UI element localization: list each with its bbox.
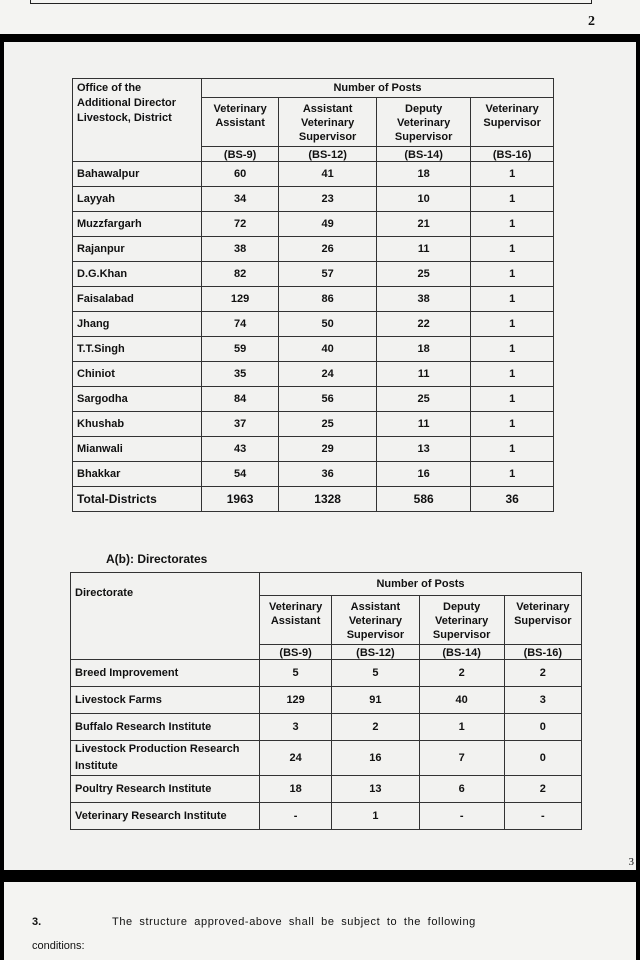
paragraph-text: The structure approved-above shall be subject to the following	[112, 916, 476, 928]
table-cell: 6	[419, 776, 504, 803]
table-row	[73, 387, 554, 412]
total-row	[73, 487, 554, 512]
table-row	[73, 262, 554, 287]
paragraph-continuation: conditions:	[32, 940, 85, 952]
table-cell: 40	[419, 687, 504, 714]
column-grade: (BS-16)	[504, 645, 581, 660]
table-cell: 38	[202, 237, 279, 262]
table-cell: 49	[279, 212, 377, 237]
table-row	[73, 187, 554, 212]
table-row	[73, 462, 554, 487]
table-cell: 2	[504, 776, 581, 803]
total-cell: 36	[471, 487, 554, 512]
table-cell: 41	[279, 162, 377, 187]
table-cell: 1	[419, 714, 504, 741]
page-number: 3	[628, 856, 634, 868]
table-cell: -	[419, 803, 504, 830]
row-label: Livestock Farms	[71, 687, 260, 714]
table-cell: 23	[279, 187, 377, 212]
table-row	[73, 437, 554, 462]
table-cell: 35	[202, 362, 279, 387]
column-grade: (BS-12)	[332, 645, 419, 660]
table-cell: 57	[279, 262, 377, 287]
table-cell: 1	[471, 412, 554, 437]
row-label: Sargodha	[73, 387, 202, 412]
table-cell: 24	[260, 741, 332, 776]
table-cell: 3	[504, 687, 581, 714]
column-header: Veterinary Supervisor	[471, 98, 554, 147]
table-cell: 72	[202, 212, 279, 237]
table-cell: 1	[471, 312, 554, 337]
row-label: Veterinary Research Institute	[71, 803, 260, 830]
table-cell: 1	[471, 387, 554, 412]
row-label: Breed Improvement	[71, 660, 260, 687]
table-cell: 16	[332, 741, 419, 776]
column-header: Veterinary Supervisor	[504, 596, 581, 645]
table-cell: 56	[279, 387, 377, 412]
table-cell: 16	[377, 462, 471, 487]
column-grade: (BS-14)	[419, 645, 504, 660]
directorate-header: Directorate	[71, 573, 260, 660]
total-cell: 1963	[202, 487, 279, 512]
table-cell: 1	[471, 212, 554, 237]
table-cell: 1	[471, 337, 554, 362]
row-label: Jhang	[73, 312, 202, 337]
table-cell: 21	[377, 212, 471, 237]
previous-table-border	[30, 0, 592, 4]
row-label: Khushab	[73, 412, 202, 437]
table-cell: 11	[377, 412, 471, 437]
table-row	[73, 362, 554, 387]
previous-page-fragment	[0, 0, 640, 34]
row-label: Poultry Research Institute	[71, 776, 260, 803]
table-cell: 40	[279, 337, 377, 362]
table-cell: 60	[202, 162, 279, 187]
table-cell: 26	[279, 237, 377, 262]
table-row	[71, 741, 582, 776]
column-grade: (BS-9)	[202, 147, 279, 162]
column-header: Deputy Veterinary Supervisor	[419, 596, 504, 645]
table-cell: 1	[471, 362, 554, 387]
table-cell: 25	[377, 262, 471, 287]
row-label: Faisalabad	[73, 287, 202, 312]
table-cell: 91	[332, 687, 419, 714]
table-row	[73, 162, 554, 187]
total-cell: 586	[377, 487, 471, 512]
table-cell: 13	[332, 776, 419, 803]
table-row	[73, 287, 554, 312]
row-label: Buffalo Research Institute	[71, 714, 260, 741]
table-cell: 25	[279, 412, 377, 437]
table-row	[73, 237, 554, 262]
table-cell: 129	[260, 687, 332, 714]
total-label: Total-Districts	[73, 487, 202, 512]
table-cell: 13	[377, 437, 471, 462]
table-cell: 1	[471, 437, 554, 462]
row-label: Muzzfargarh	[73, 212, 202, 237]
table-cell: 7	[419, 741, 504, 776]
column-grade: (BS-9)	[260, 645, 332, 660]
table-cell: 5	[260, 660, 332, 687]
table-row	[73, 212, 554, 237]
number-of-posts-header: Number of Posts	[260, 573, 582, 596]
row-label: D.G.Khan	[73, 262, 202, 287]
table-cell: 1	[471, 162, 554, 187]
table-cell: 129	[202, 287, 279, 312]
table-cell: 11	[377, 362, 471, 387]
table-cell: 0	[504, 741, 581, 776]
table-row	[71, 776, 582, 803]
table-cell: 1	[471, 187, 554, 212]
table-cell: 37	[202, 412, 279, 437]
next-page-fragment	[4, 882, 636, 960]
table-cell: 74	[202, 312, 279, 337]
table-row	[71, 714, 582, 741]
table-cell: 38	[377, 287, 471, 312]
total-cell: 1328	[279, 487, 377, 512]
column-header: Assistant Veterinary Supervisor	[332, 596, 419, 645]
paragraph-number: 3.	[32, 916, 42, 928]
column-header: Deputy Veterinary Supervisor	[377, 98, 471, 147]
table-cell: 54	[202, 462, 279, 487]
table-cell: 2	[332, 714, 419, 741]
column-header: Assistant Veterinary Supervisor	[279, 98, 377, 147]
column-grade: (BS-14)	[377, 147, 471, 162]
table-row	[71, 687, 582, 714]
table-row	[73, 412, 554, 437]
table-cell: 1	[332, 803, 419, 830]
table-cell: 1	[471, 462, 554, 487]
column-grade: (BS-16)	[471, 147, 554, 162]
table-cell: 22	[377, 312, 471, 337]
table-cell: 2	[504, 660, 581, 687]
table-cell: 50	[279, 312, 377, 337]
row-label: Bahawalpur	[73, 162, 202, 187]
row-label: T.T.Singh	[73, 337, 202, 362]
table-cell: 24	[279, 362, 377, 387]
table-cell: 1	[471, 237, 554, 262]
table-row	[73, 312, 554, 337]
table-cell: 1	[471, 262, 554, 287]
table-cell: 43	[202, 437, 279, 462]
table-cell: 25	[377, 387, 471, 412]
column-header: Veterinary Assistant	[202, 98, 279, 147]
page-number: 2	[588, 14, 595, 29]
column-header: Veterinary Assistant	[260, 596, 332, 645]
table-cell: 36	[279, 462, 377, 487]
row-label: Livestock Production Research Institute	[71, 741, 260, 776]
table-cell: 5	[332, 660, 419, 687]
row-label: Bhakkar	[73, 462, 202, 487]
table-cell: 82	[202, 262, 279, 287]
row-label: Rajanpur	[73, 237, 202, 262]
table-cell: 18	[377, 162, 471, 187]
row-label: Chiniot	[73, 362, 202, 387]
district-posts-table	[72, 78, 554, 512]
table-cell: 10	[377, 187, 471, 212]
table-cell: 59	[202, 337, 279, 362]
table-cell: 86	[279, 287, 377, 312]
table-cell: 2	[419, 660, 504, 687]
table-cell: 18	[377, 337, 471, 362]
table-cell: 11	[377, 237, 471, 262]
table-cell: 0	[504, 714, 581, 741]
table-cell: 1	[471, 287, 554, 312]
column-grade: (BS-12)	[279, 147, 377, 162]
table-row	[73, 337, 554, 362]
document-page	[4, 42, 636, 870]
office-header: Office of the Additional Director Livestock, District	[73, 79, 202, 162]
section-title: A(b): Directorates	[106, 552, 208, 566]
table-cell: 3	[260, 714, 332, 741]
directorate-posts-table	[70, 572, 582, 830]
number-of-posts-header: Number of Posts	[202, 79, 554, 98]
row-label: Mianwali	[73, 437, 202, 462]
table-cell: 29	[279, 437, 377, 462]
table-cell: 34	[202, 187, 279, 212]
table-cell: -	[504, 803, 581, 830]
table-row	[71, 660, 582, 687]
table-row	[71, 803, 582, 830]
table-cell: -	[260, 803, 332, 830]
table-cell: 18	[260, 776, 332, 803]
table-cell: 84	[202, 387, 279, 412]
row-label: Layyah	[73, 187, 202, 212]
